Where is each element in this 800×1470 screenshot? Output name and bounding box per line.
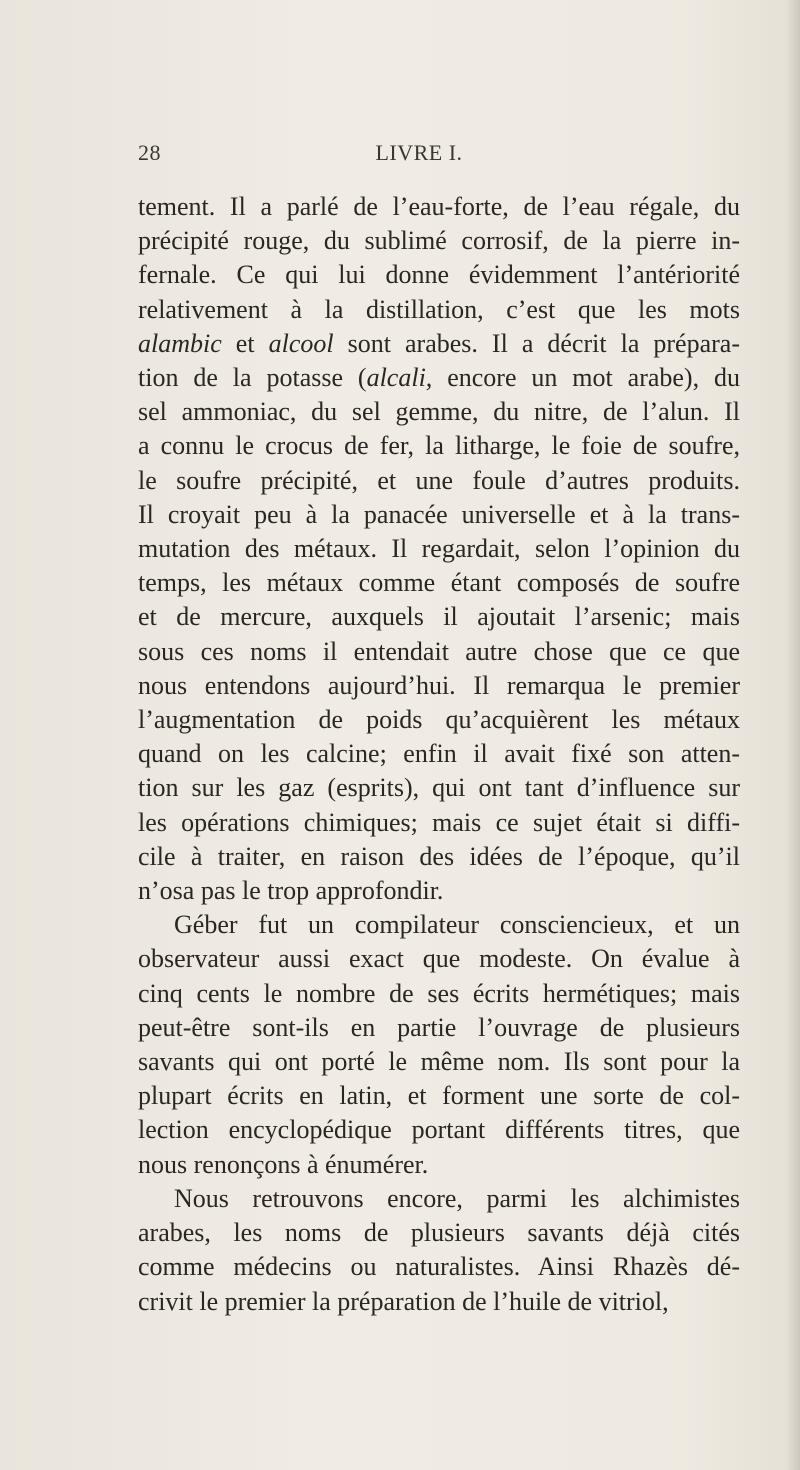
text-line: crivit le premier la préparation de l’huile de vitriol, [138,1286,669,1316]
text-line: relativement à la distillation, c’est que les mots [138,294,740,324]
text-line: peut-être sont-ils en partie l’ouvrage de plusieurs [138,1012,740,1042]
text-line: comme médecins ou naturalistes. Ainsi Rhazès dé- [138,1252,740,1282]
text-line: sous ces noms il entendait autre chose que ce que [138,636,740,666]
text-line: plupart écrits en latin, et forment une sorte de col- [138,1081,740,1111]
text-line: tement. Il a parlé de l’eau-forte, de l’eau régale, du [138,192,740,221]
text-line: fernale. Ce qui lui donne évidemment l’antériorité [138,260,740,290]
text-line: arabes, les noms de plusieurs savants déjà cités [138,1218,740,1248]
text-line: l’augmentation de poids qu’acquièrent les métaux [138,705,740,735]
text-line: tion sur les gaz (esprits), qui ont tant d’influence sur [138,773,740,803]
page-header [138,140,700,174]
text-line: Il croyait peu à la panacée universelle et à la trans- [138,499,740,529]
text-line: cile à traiter, en raison des idées de l’époque, qu’il [138,841,740,871]
text-line: précipité rouge, du sublimé corrosif, de la pierre in- [138,226,740,256]
text-line: les opérations chimiques; mais ce sujet était si diffi- [138,807,740,837]
text-line: a connu le crocus de fer, la litharge, le foie de soufre, [138,431,740,461]
text-line: temps, les métaux comme étant composés de soufre [138,568,740,598]
text-line: nous renonçons à énumérer. [138,1149,429,1179]
text-line: tion de la potasse (alcali, encore un mot arabe), du [138,363,740,393]
running-head: LIVRE I. [375,140,463,165]
body-text [138,190,740,1319]
text-line: observateur aussi exact que modeste. On évalue à [138,944,740,974]
text-line: Géber fut un compilateur consciencieux, et un [174,910,740,940]
text-line: cinq cents le nombre de ses écrits hermétiques; mais [138,978,740,1008]
text-line: alambic et alcool sont arabes. Il a décrit la prépara- [138,328,740,358]
page-number: 28 [138,140,161,165]
text-line: n’osa pas le trop approfondir. [138,876,444,906]
page-edge-shadow [786,0,800,1470]
text-line: quand on les calcine; enfin il avait fixé son atten- [138,739,740,769]
text-line: nous entendons aujourd’hui. Il remarqua le premier [138,670,740,700]
text-line: lection encyclopédique portant différents titres, que [138,1115,740,1145]
text-line: sel ammoniac, du sel gemme, du nitre, de l’alun. Il [138,397,740,427]
text-line: et de mercure, auxquels il ajoutait l’arsenic; mais [138,602,740,632]
text-line: savants qui ont porté le même nom. Ils sont pour la [138,1047,740,1077]
text-line: mutation des métaux. Il regardait, selon l’opinion du [138,534,740,564]
text-line: le soufre précipité, et une foule d’autres produits. [138,465,740,495]
text-line: Nous retrouvons encore, parmi les alchimistes [174,1183,740,1213]
